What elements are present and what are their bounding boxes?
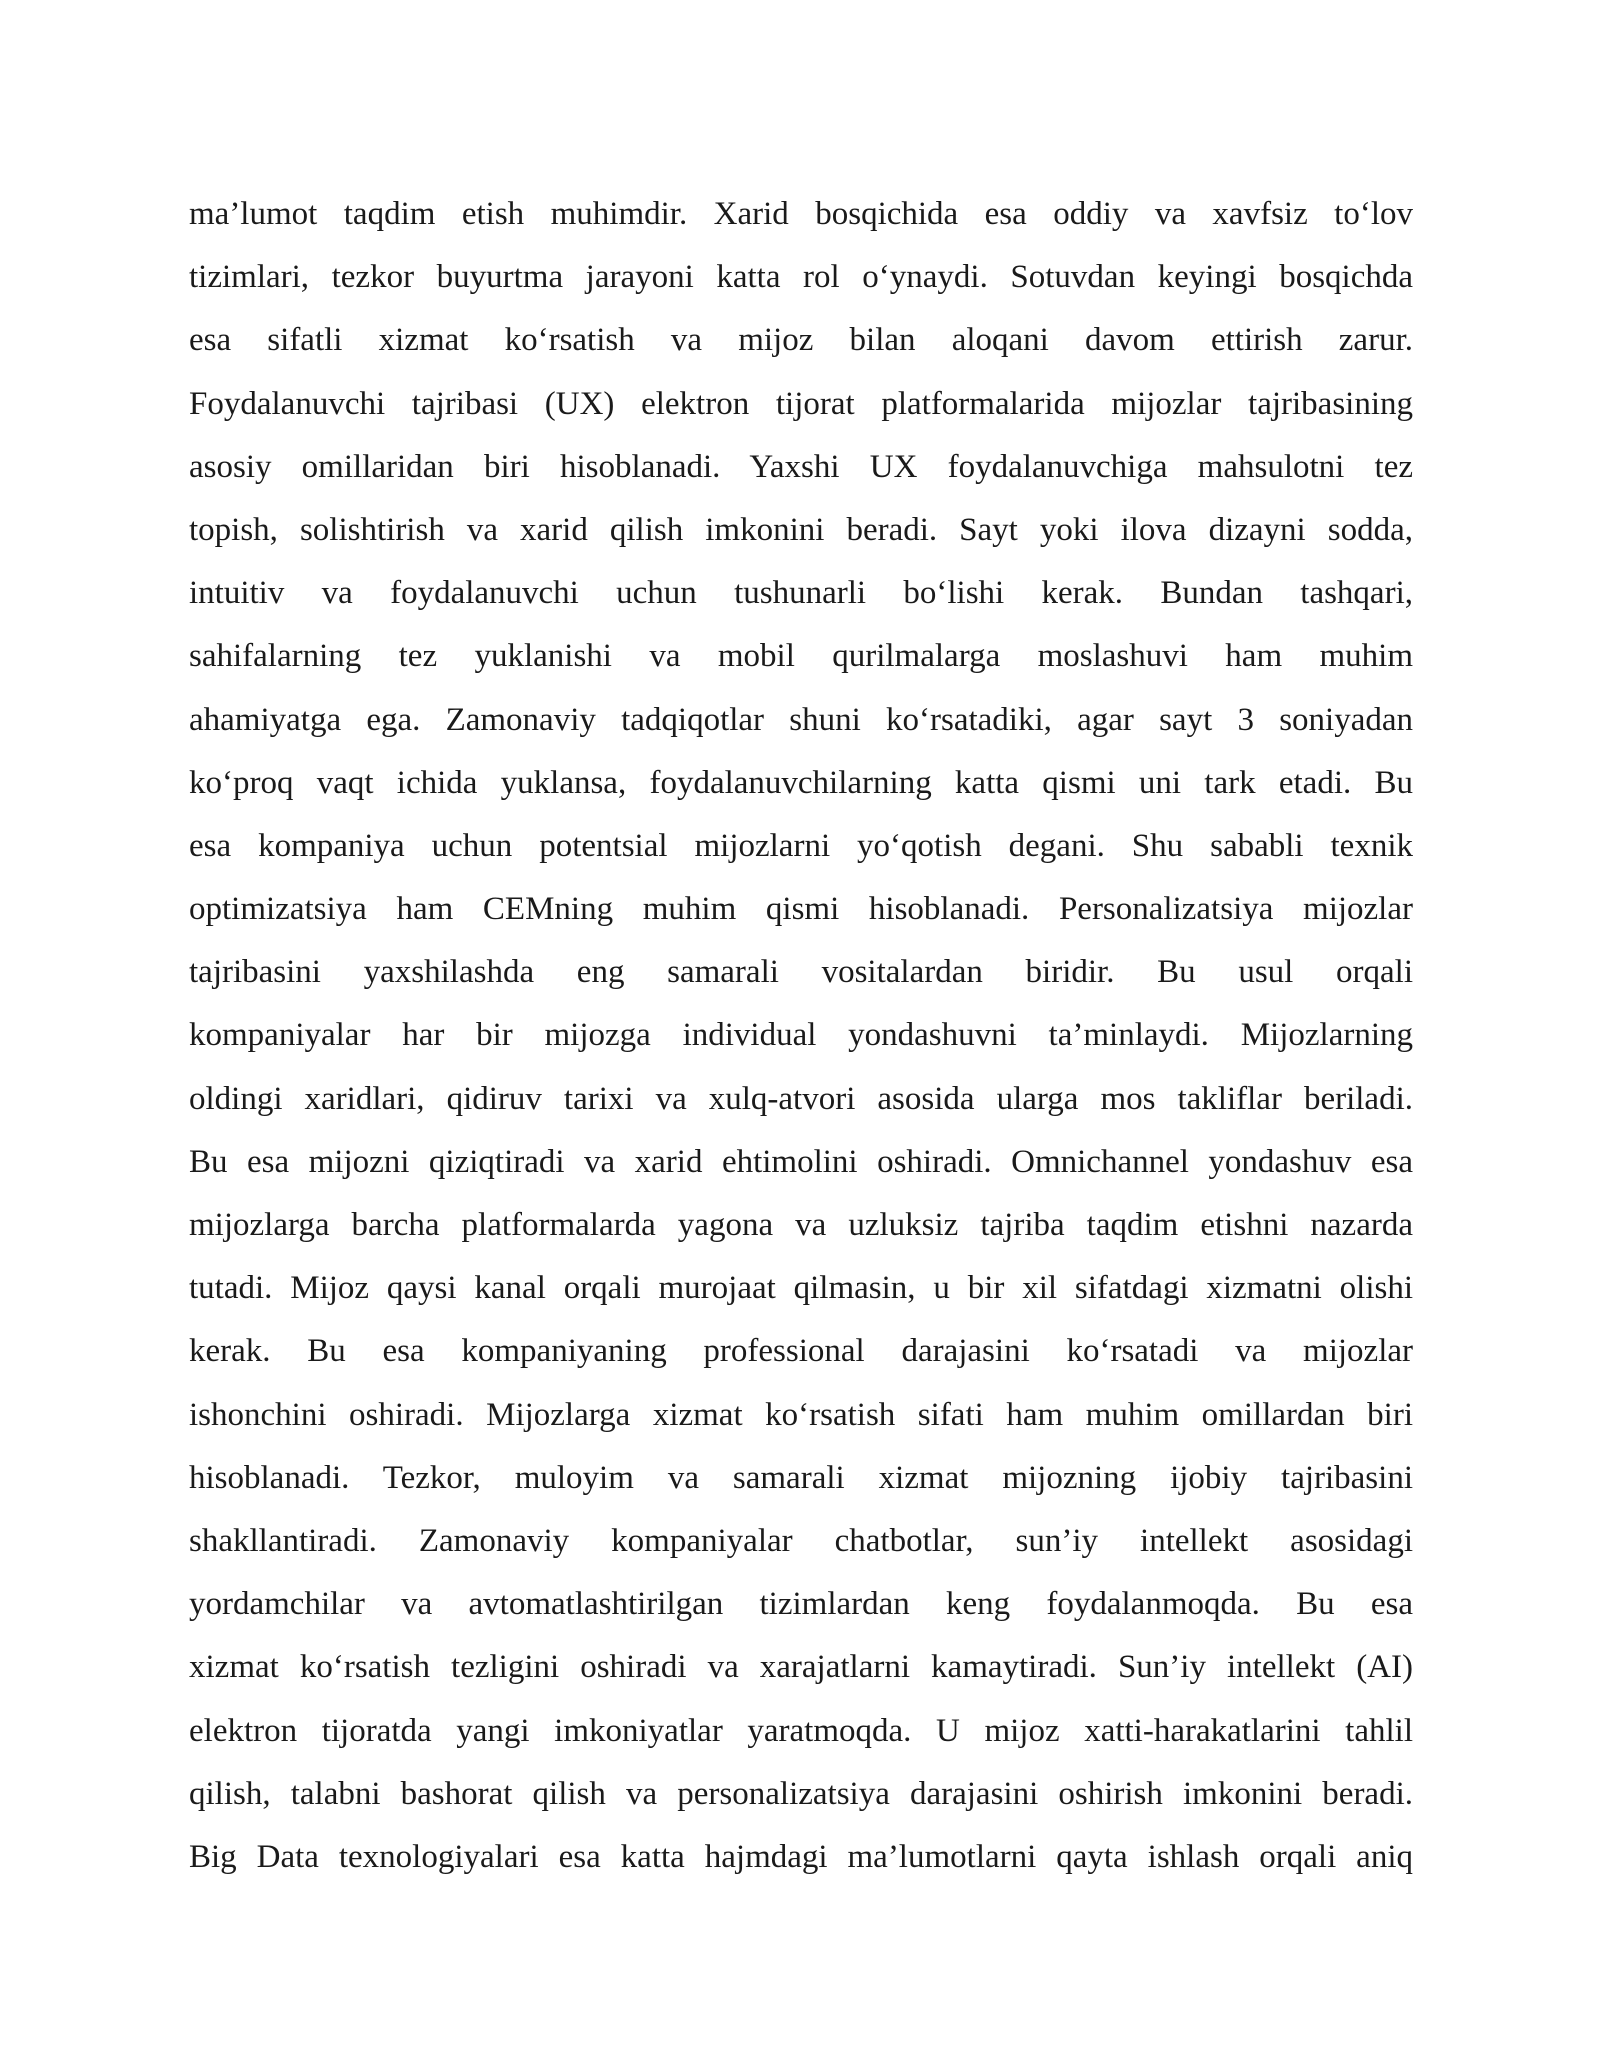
text-line: topish, solishtirish va xarid qilish imkonini beradi. Sayt yoki ilova dizayni sodda,: [189, 511, 1413, 548]
text-line: kerak. Bu esa kompaniyaning professional darajasini ko‘rsatadi va mijozlar: [189, 1333, 1413, 1370]
text-line: optimizatsiya ham CEMning muhim qismi hisoblanadi. Personalizatsiya mijozlar: [189, 891, 1413, 928]
text-line: ma’lumot taqdim etish muhimdir. Xarid bosqichida esa oddiy va xavfsiz to‘lov: [189, 196, 1413, 232]
text-line: kompaniyalar har bir mijozga individual yondashuvni ta’minlaydi. Mijozlarning: [189, 1017, 1413, 1054]
text-line: hisoblanadi. Tezkor, muloyim va samarali xizmat mijozning ijobiy tajribasini: [189, 1459, 1413, 1496]
text-line: shakllantiradi. Zamonaviy kompaniyalar chatbotlar, sun’iy intellekt asosidagi: [189, 1522, 1413, 1559]
text-line: esa kompaniya uchun potentsial mijozlarni yo‘qotish degani. Shu sababli texnik: [189, 827, 1413, 864]
text-line: sahifalarning tez yuklanishi va mobil qurilmalarga moslashuvi ham muhim: [189, 638, 1413, 675]
text-line: qilish, talabni bashorat qilish va personalizatsiya darajasini oshirish imkonini beradi.: [189, 1775, 1413, 1812]
body-text: [189, 183, 1413, 1889]
text-line: Foydalanuvchi tajribasi (UX) elektron tijorat platformalarida mijozlar tajribasining: [189, 385, 1413, 422]
text-line: Big Data texnologiyalari esa katta hajmdagi ma’lumotlarni qayta ishlash orqali aniq: [189, 1838, 1413, 1875]
text-line: tajribasini yaxshilashda eng samarali vositalardan biridir. Bu usul orqali: [189, 954, 1413, 991]
text-line: ko‘proq vaqt ichida yuklansa, foydalanuvchilarning katta qismi uni tark etadi. Bu: [189, 764, 1413, 801]
text-line: yordamchilar va avtomatlashtirilgan tizimlardan keng foydalanmoqda. Bu esa: [189, 1586, 1413, 1623]
text-line: asosiy omillaridan biri hisoblanadi. Yaxshi UX foydalanuvchiga mahsulotni tez: [189, 448, 1413, 485]
text-line: oldingi xaridlari, qidiruv tarixi va xulq-atvori asosida ularga mos takliflar beriladi.: [189, 1080, 1413, 1117]
text-line: elektron tijoratda yangi imkoniyatlar yaratmoqda. U mijoz xatti-harakatlarini tahlil: [189, 1712, 1413, 1749]
text-line: mijozlarga barcha platformalarda yagona va uzluksiz tajriba taqdim etishni nazarda: [189, 1207, 1413, 1243]
text-line: ishonchini oshiradi. Mijozlarga xizmat ko‘rsatish sifati ham muhim omillardan biri: [189, 1396, 1413, 1433]
text-line: tizimlari, tezkor buyurtma jarayoni katta rol o‘ynaydi. Sotuvdan keyingi bosqichda: [189, 259, 1413, 296]
text-line: tutadi. Mijoz qaysi kanal orqali murojaat qilmasin, u bir xil sifatdagi xizmatni olishi: [189, 1270, 1413, 1307]
text-line: Bu esa mijozni qiziqtiradi va xarid ehtimolini oshiradi. Omnichannel yondashuv esa: [189, 1143, 1413, 1180]
text-line: intuitiv va foydalanuvchi uchun tushunarli bo‘lishi kerak. Bundan tashqari,: [189, 575, 1413, 612]
text-line: ahamiyatga ega. Zamonaviy tadqiqotlar shuni ko‘rsatadiki, agar sayt 3 soniyadan: [189, 701, 1413, 738]
text-line: esa sifatli xizmat ko‘rsatish va mijoz bilan aloqani davom ettirish zarur.: [189, 322, 1413, 359]
text-line: xizmat ko‘rsatish tezligini oshiradi va xarajatlarni kamaytiradi. Sun’iy intellekt (AI): [189, 1649, 1413, 1686]
